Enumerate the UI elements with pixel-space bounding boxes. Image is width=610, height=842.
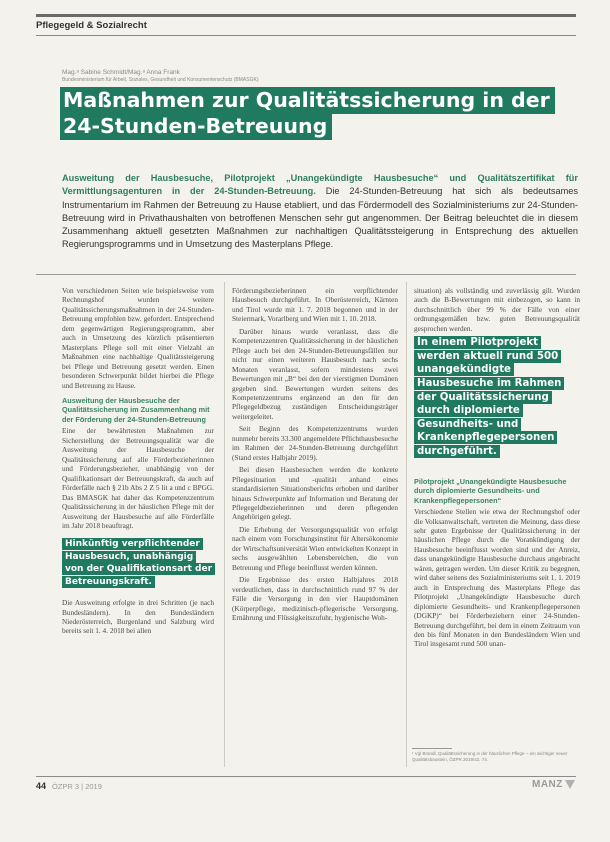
article-title-text: Maßnahmen zur Qualitätssicherung in der 24-Stunden-Betreuung <box>60 87 555 140</box>
col1-subheading: Ausweitung der Hausbesuche der Qualitätssicherung im Zusammenhang mit der Förderung der 24-Stunden-Betreuung <box>62 395 210 424</box>
column-divider-2 <box>406 282 407 767</box>
col1-paragraph-1: Von verschiedenen Seiten wie beispielsweise vom Rechnungshof wurden weitere Qualitätssicherungsmaßnahmen in der 24-Stunden-Betreuung empfohlen bzw. gefordert. Entsprechend dem gegenwärtigen Regierungsprogramm, aber auch in Umsetzung des kürzlich präsentierten Masterplans Pflege soll mit einer Vielzahl an Maßnahmen eine nachhaltige Qualitätssteigerung bei Pflege und Betreuung gesetzt werden. Einen besonderen Schwerpunkt bildet hierbei die Pflege und Betreuung zu Hause. <box>62 286 214 390</box>
col2-paragraph-2: Darüber hinaus wurde veranlasst, dass die Kompetenzzentren Qualitätssicherung in der häuslichen Pflege auch bei den 24-Stunden-Betreuungsfällen nur nicht nur einen weiteren Hausbesuch nach sechs Monaten veranlasst, sofern mindestens zwei Bewertungen mit „B“ bei den der vierstigmen Domänen gegeben sind. Bewertungen wurden seitens des Kompetenzzentrums ergänzend an den für den Pflegegeldbezug zuständigen Entscheidungsträger weitergeleitet. <box>232 326 398 421</box>
lead-bold: Ausweitung der Hausbesuche, Pilotprojekt „Unangekündigte Hausbesuche“ und Qualitätszertifikat für Vermittlungsagenturen in der 24-Stunden-Betreuung. <box>62 173 578 197</box>
author-affiliation: Bundesministerium für Arbeit, Soziales, Gesundheit und Konsumentenschutz (BMASGK) <box>62 77 259 83</box>
publisher-mark-icon <box>565 780 575 789</box>
col2-paragraph-6: Die Ergebnisse des ersten Halbjahres 2018 verdeutlichen, dass in durchschnittlich rund 97 % der Fälle die Versorgung in den vier Hauptdomänen (Körperpflege, medizinisch-pflegerische Versorgung, Ernährung und Flüssigkeitszufuhr, hygienische Woh- <box>232 575 398 622</box>
footnote-rule <box>412 748 452 749</box>
journal-issue: ÖZPR 3 | 2019 <box>52 782 102 791</box>
col3-subheading: Pilotprojekt „Unangekündigte Hausbesuche durch diplomierte Gesundheits- und Krankenpflegepersonen“ <box>414 476 567 505</box>
article-authors: Mag.ᵃ Sabine Schmidt/Mag.ᵃ Anna Frank <box>62 69 180 76</box>
col2-paragraph-4: Bei diesen Hausbesuchen werden die konkrete Pflegesituation und -qualität anhand eines standardisierten Situationsberichts erhoben und darüber hinaus Schwerpunkte auf Information und Beratung der Pflegegeldbezieherinnen und deren pflegenden Angehörigen gelegt. <box>232 465 398 522</box>
column-3 <box>414 286 580 652</box>
column-1 <box>62 286 214 639</box>
footnote-text: ¹ Vgl Brandl, Qualitätssicherung in der häuslichen Pflege – ein wichtiger neuer Qualitätsbaustein, ÖZPR 2019/42, 74. <box>412 751 568 762</box>
lead-divider <box>36 274 576 275</box>
article-lead <box>62 172 578 252</box>
pull-quote-2 <box>414 336 580 458</box>
footer-rule <box>36 776 576 777</box>
section-rule <box>36 35 576 36</box>
col1-paragraph-3: Die Ausweitung erfolgte in drei Schritten (je nach Bundesländern). In den Bundesländern Niederösterreich, Burgenland und Salzburg wird bereits seit 1. 4. 2018 bei allen <box>62 598 214 636</box>
pull-quote-2-text: In einem Pilotprojekt werden aktuell rund 500 unangekündigte Hausbesuche im Rahmen der Qualitätssicherung durch diplomierte Gesundheits- und Krankenpflegepersonen durchgeführt. <box>414 336 564 458</box>
page-number: 44 <box>36 781 47 791</box>
publisher-logo-text: MANZ <box>532 779 563 790</box>
column-divider-1 <box>224 282 225 767</box>
col2-paragraph-1: Förderungsbezieherinnen ein verpflichtender Hausbesuch durchgeführt. In Oberösterreich, Kärnten und Tirol wurde mit 1. 7. 2018 begonnen und in der Steiermark, Vorarlberg und Wien mit 1. 10. 2018. <box>232 286 398 324</box>
pull-quote-1-text: Hinkünftig verpflichtender Hausbesuch, unabhängig von der Qualifikationsart der Betreuungskraft. <box>62 538 215 587</box>
col3-paragraph-1: situation) als vollständig und zuverlässig gilt. Wurden auch die B-Bewertungen mit einbezogen, so kann in durchschnittlich über 99 % der Fälle von einer ordnungsgemäßen bzw. guten Betreuungsqualität gesprochen werden. <box>414 286 580 333</box>
col3-paragraph-2: Verschiedene Stellen wie etwa der Rechnungshof oder die Volksanwaltschaft, vertreten die Meinung, dass diese sehr guten Ergebnisse der Qualitätssicherung in der häuslichen Pflege durch die Vorankündigung der Hausbesuche beeinflusst worden sind und der Anreiz, dass unangekündigte Hausbesuche durchaus angebracht wären, getragen werden. Um dieser Kritik zu begegnen, wird daher seitens des Sozialministeriums seit 1. 1. 2019 auch in Entsprechung des Masterplans Pflege das Pilotprojekt „Unangekündigte Hausbesuche durch diplomierte Gesundheits- und Krankenpflegepersonen (DGKP)“ bei Förderbeziehern einer 24-Stunden-Betreuung durchgeführt, bei dem in einem Zeitraum von den bis fünf Monaten in den Bundesländern Wien und Tirol insgesamt rund 500 unan- <box>414 507 580 649</box>
col1-paragraph-2: Eine der bewährtesten Maßnahmen zur Sicherstellung der Betreuungsqualität war die Ausweitung der Hausbesuche der Qualitätssicherung auf alle Förderbezieherinnen und Förderungsbezieher, unabhängig von der Qualifikationsart der Betreuungskraft, da auch auf Förderfälle nach § 21b Abs 2 Z 5 lit a und c BPGG. Das BMASGK hat daher das Kompetenzzentrum Qualitätssicherung in der häuslichen Pflege mit der Ausweitung der Hausbesuche auf alle Förderfälle im Jahr 2018 beauftragt. <box>62 426 214 531</box>
article-title <box>60 88 580 139</box>
pull-quote-1 <box>62 538 214 588</box>
footnote <box>412 748 580 763</box>
lead-text: Die 24-Stunden-Betreuung hat sich als bedeutsames Instrumentarium im Rahmen der Betreuung zu Hause etabliert, und das Fördermodell des Sozialministeriums zur 24-Stunden-Betreuung wird in Privathaushalten von betroffenen Menschen sehr gut angenommen. Der Beitrag beleuchtet die in diesem Zusammenhang aktuell gesetzten Maßnahmen zur nachhaltigen Qualitätssteigerung in Entsprechung des aktuellen Regierungsprogramms und in Umsetzung des Masterplans Pflege. <box>62 186 578 250</box>
column-2 <box>232 286 398 625</box>
section-label: Pflegegeld & Sozialrecht <box>36 20 147 31</box>
col2-paragraph-5: Die Erhebung der Versorgungsqualität von erfolgt nach einem vom Forschungsinstitut für Altersökonomie der Wirtschaftsuniversität Wien entwickelten Konzept in sechs ausgewählten Lebensbereichen, die von Betreuung und Pflege beeinflusst werden können. <box>232 524 398 572</box>
col2-paragraph-3: Seit Beginn des Kompetenzzentrums wurden nunmehr bereits 33.300 angemeldete Pflichthausbesuche im Rahmen der 24-Stunden-Betreuung durchgeführt (Stand erstes Halbjahr 2019). <box>232 424 398 462</box>
header-rule <box>36 14 576 17</box>
